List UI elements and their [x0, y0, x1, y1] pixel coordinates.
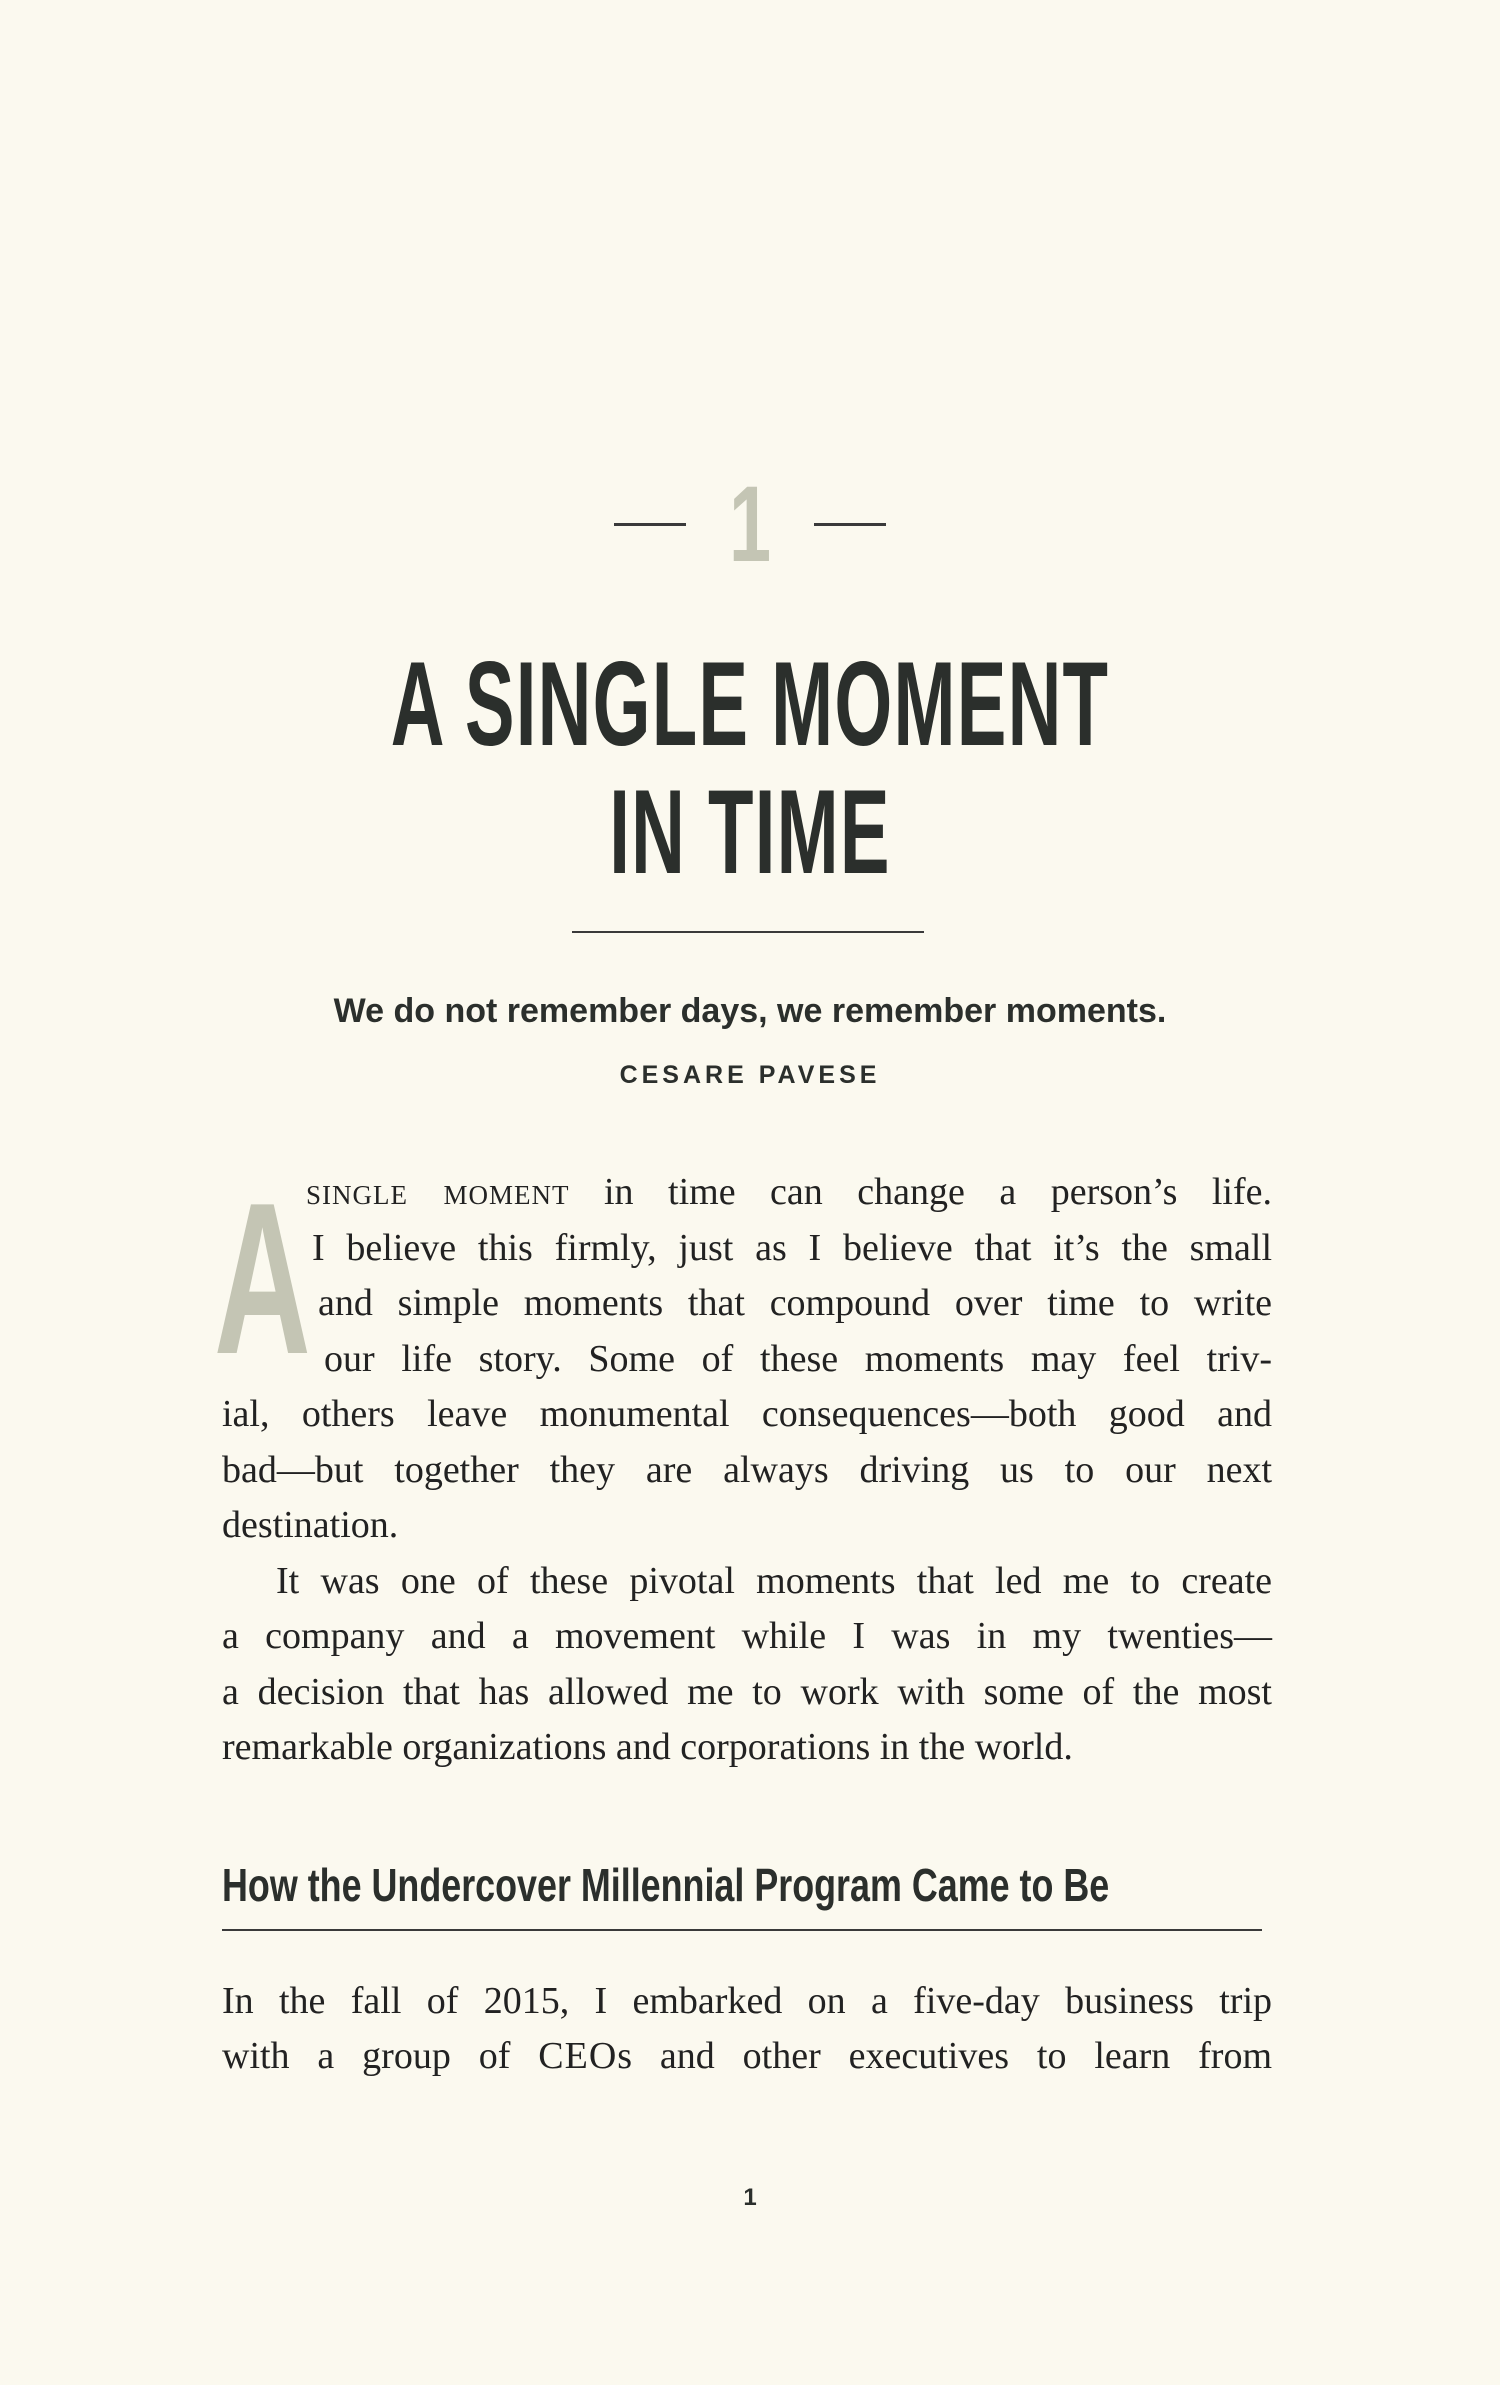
chapter-title-line-1: A SINGLE MOMENT: [390, 637, 1110, 771]
section-heading-text: How the Undercover Millennial Program Came to Be: [222, 1859, 1110, 1911]
chapter-number-row: [0, 463, 1500, 584]
section-heading: [222, 1858, 1262, 1912]
paragraph-2-line-4: remarkable organizations and corporations in the world.: [222, 1726, 1073, 1768]
paragraph-1-line-7: destination.: [222, 1504, 399, 1546]
paragraph-2-line-3: a decision that has allowed me to work with some of the most: [222, 1671, 1272, 1713]
chapter-title: [0, 637, 1500, 899]
paragraph-2-line-1: It was one of these pivotal moments that led me to create: [276, 1560, 1272, 1602]
paragraph-3-line-1: In the fall of 2015, I embarked on a five-day business trip: [222, 1980, 1272, 2022]
line-1-rest: in time can change a person’s life.: [569, 1171, 1272, 1213]
paragraph-1-line-1: [306, 1172, 1272, 1212]
page-number: 1: [743, 2184, 757, 2211]
right-dash: [814, 523, 886, 526]
paragraph-3-line-2-part-a: with a group of: [222, 2035, 539, 2077]
ceo-small-caps: CEO: [538, 2035, 618, 2077]
title-divider: [572, 931, 924, 933]
paragraph-1-line-3: and simple moments that compound over time to write: [318, 1282, 1272, 1324]
chapter-title-line-2: IN TIME: [609, 765, 891, 899]
epigraph-quote: We do not remember days, we remember moments.: [333, 992, 1167, 1030]
paragraph-3-line-2-part-b: s and other executives to learn from: [617, 2035, 1273, 2077]
paragraph-1-line-5: ial, others leave monumental consequences—both good and: [222, 1393, 1272, 1435]
epigraph-author: CESARE PAVESE: [619, 1061, 881, 1089]
chapter-number: 1: [728, 463, 772, 584]
paragraph-2-line-2: a company and a movement while I was in my twenties—: [222, 1615, 1272, 1657]
left-dash: [614, 523, 686, 526]
paragraph-1-line-6: bad—but together they are always driving us to our next: [222, 1449, 1272, 1491]
section-divider: [222, 1929, 1262, 1931]
paragraph-3-line-2: [222, 2036, 1272, 2076]
drop-cap: A: [214, 1157, 311, 1399]
paragraph-1-line-2: I believe this firmly, just as I believe that it’s the small: [312, 1227, 1272, 1269]
lead-in-small-caps: single moment: [306, 1171, 570, 1213]
paragraph-1-line-4: our life story. Some of these moments may feel triv-: [324, 1338, 1272, 1380]
